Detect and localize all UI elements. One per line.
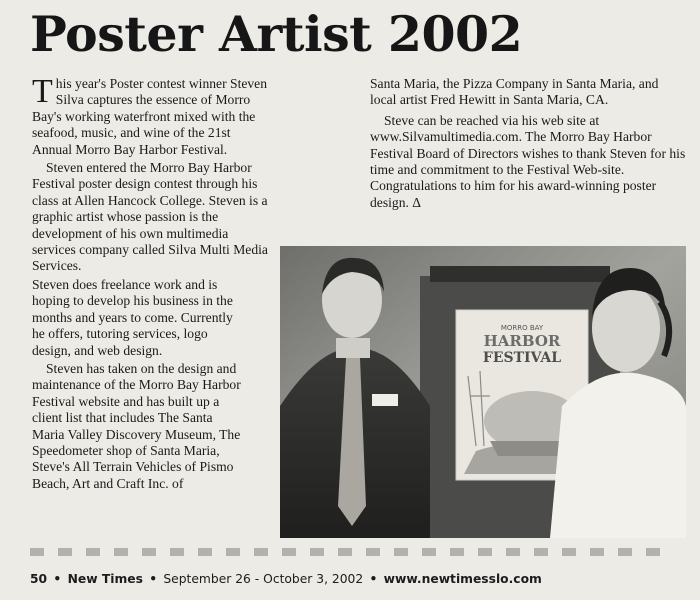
poster-title-line-1: MORRO BAY (500, 324, 544, 332)
headline: Poster Artist 2002 (30, 5, 523, 63)
photo-illustration (280, 246, 686, 538)
paragraph-2 (32, 160, 268, 275)
bullet-separator: • (149, 572, 158, 586)
bullet-separator: • (369, 572, 378, 586)
paragraph-4 (32, 361, 244, 492)
bullet-separator: • (53, 572, 62, 586)
paragraph-6: Steve can be reached via his web site at www.Silvamultimedia.com. The Morro Bay Harbor Festival Board of Directors wishes to thank Steven for his time and commitment to the Festival Web-site. Congratulations to him for his award-winning poster design. Δ (370, 112, 686, 210)
page-footer (30, 572, 542, 586)
issue-dates: September 26 - October 3, 2002 (163, 572, 364, 586)
poster-title-line-2: HARBOR (483, 332, 561, 350)
paragraph-3-text: Steven does freelance work and is hoping to develop his business in the months and years to come. Currently he offers, tutoring services, logo design, and web design. (32, 276, 233, 358)
page-number: 50 (30, 572, 48, 586)
paragraph-5: Santa Maria, the Pizza Company in Santa Maria, and local artist Fred Hewitt in Santa Maria, CA. (370, 76, 659, 108)
paragraph-1 (32, 73, 268, 158)
drop-cap: T (32, 73, 53, 110)
paragraph-1-text: his year's Poster contest winner Steven Silva captures the essence of Morro Bay's working waterfront mixed with the seafood, music, and wine of the 21st Annual Morro Bay Harbor Festival. (32, 76, 268, 157)
paragraph-4-text: Steven has taken on the design and maintenance of the Morro Bay Harbor Festival website and has built up a client list that includes The Santa Maria Valley Discovery Museum, The Speedometer shop of Santa Maria, Steve's All Terrain Vehicles of Pismo Beach, Art and Craft Inc. of (32, 360, 241, 491)
photo-artist-with-poster (280, 246, 686, 538)
poster-title-line-3: FESTIVAL (482, 350, 562, 366)
article-column-2 (370, 76, 688, 211)
article-column-1 (32, 73, 268, 492)
publication-url: www.newtimesslo.com (383, 572, 542, 586)
publication-name: New Times (67, 572, 143, 586)
paragraph-3 (32, 277, 244, 359)
paragraph-2-text: Steven entered the Morro Bay Harbor Festival poster design contest through his class at Allen Hancock College. Steven is a graphic artist whose passion is the development of his own multimedia services company called Silva Multi Media Services. (32, 160, 268, 274)
footer-separator (30, 548, 670, 556)
